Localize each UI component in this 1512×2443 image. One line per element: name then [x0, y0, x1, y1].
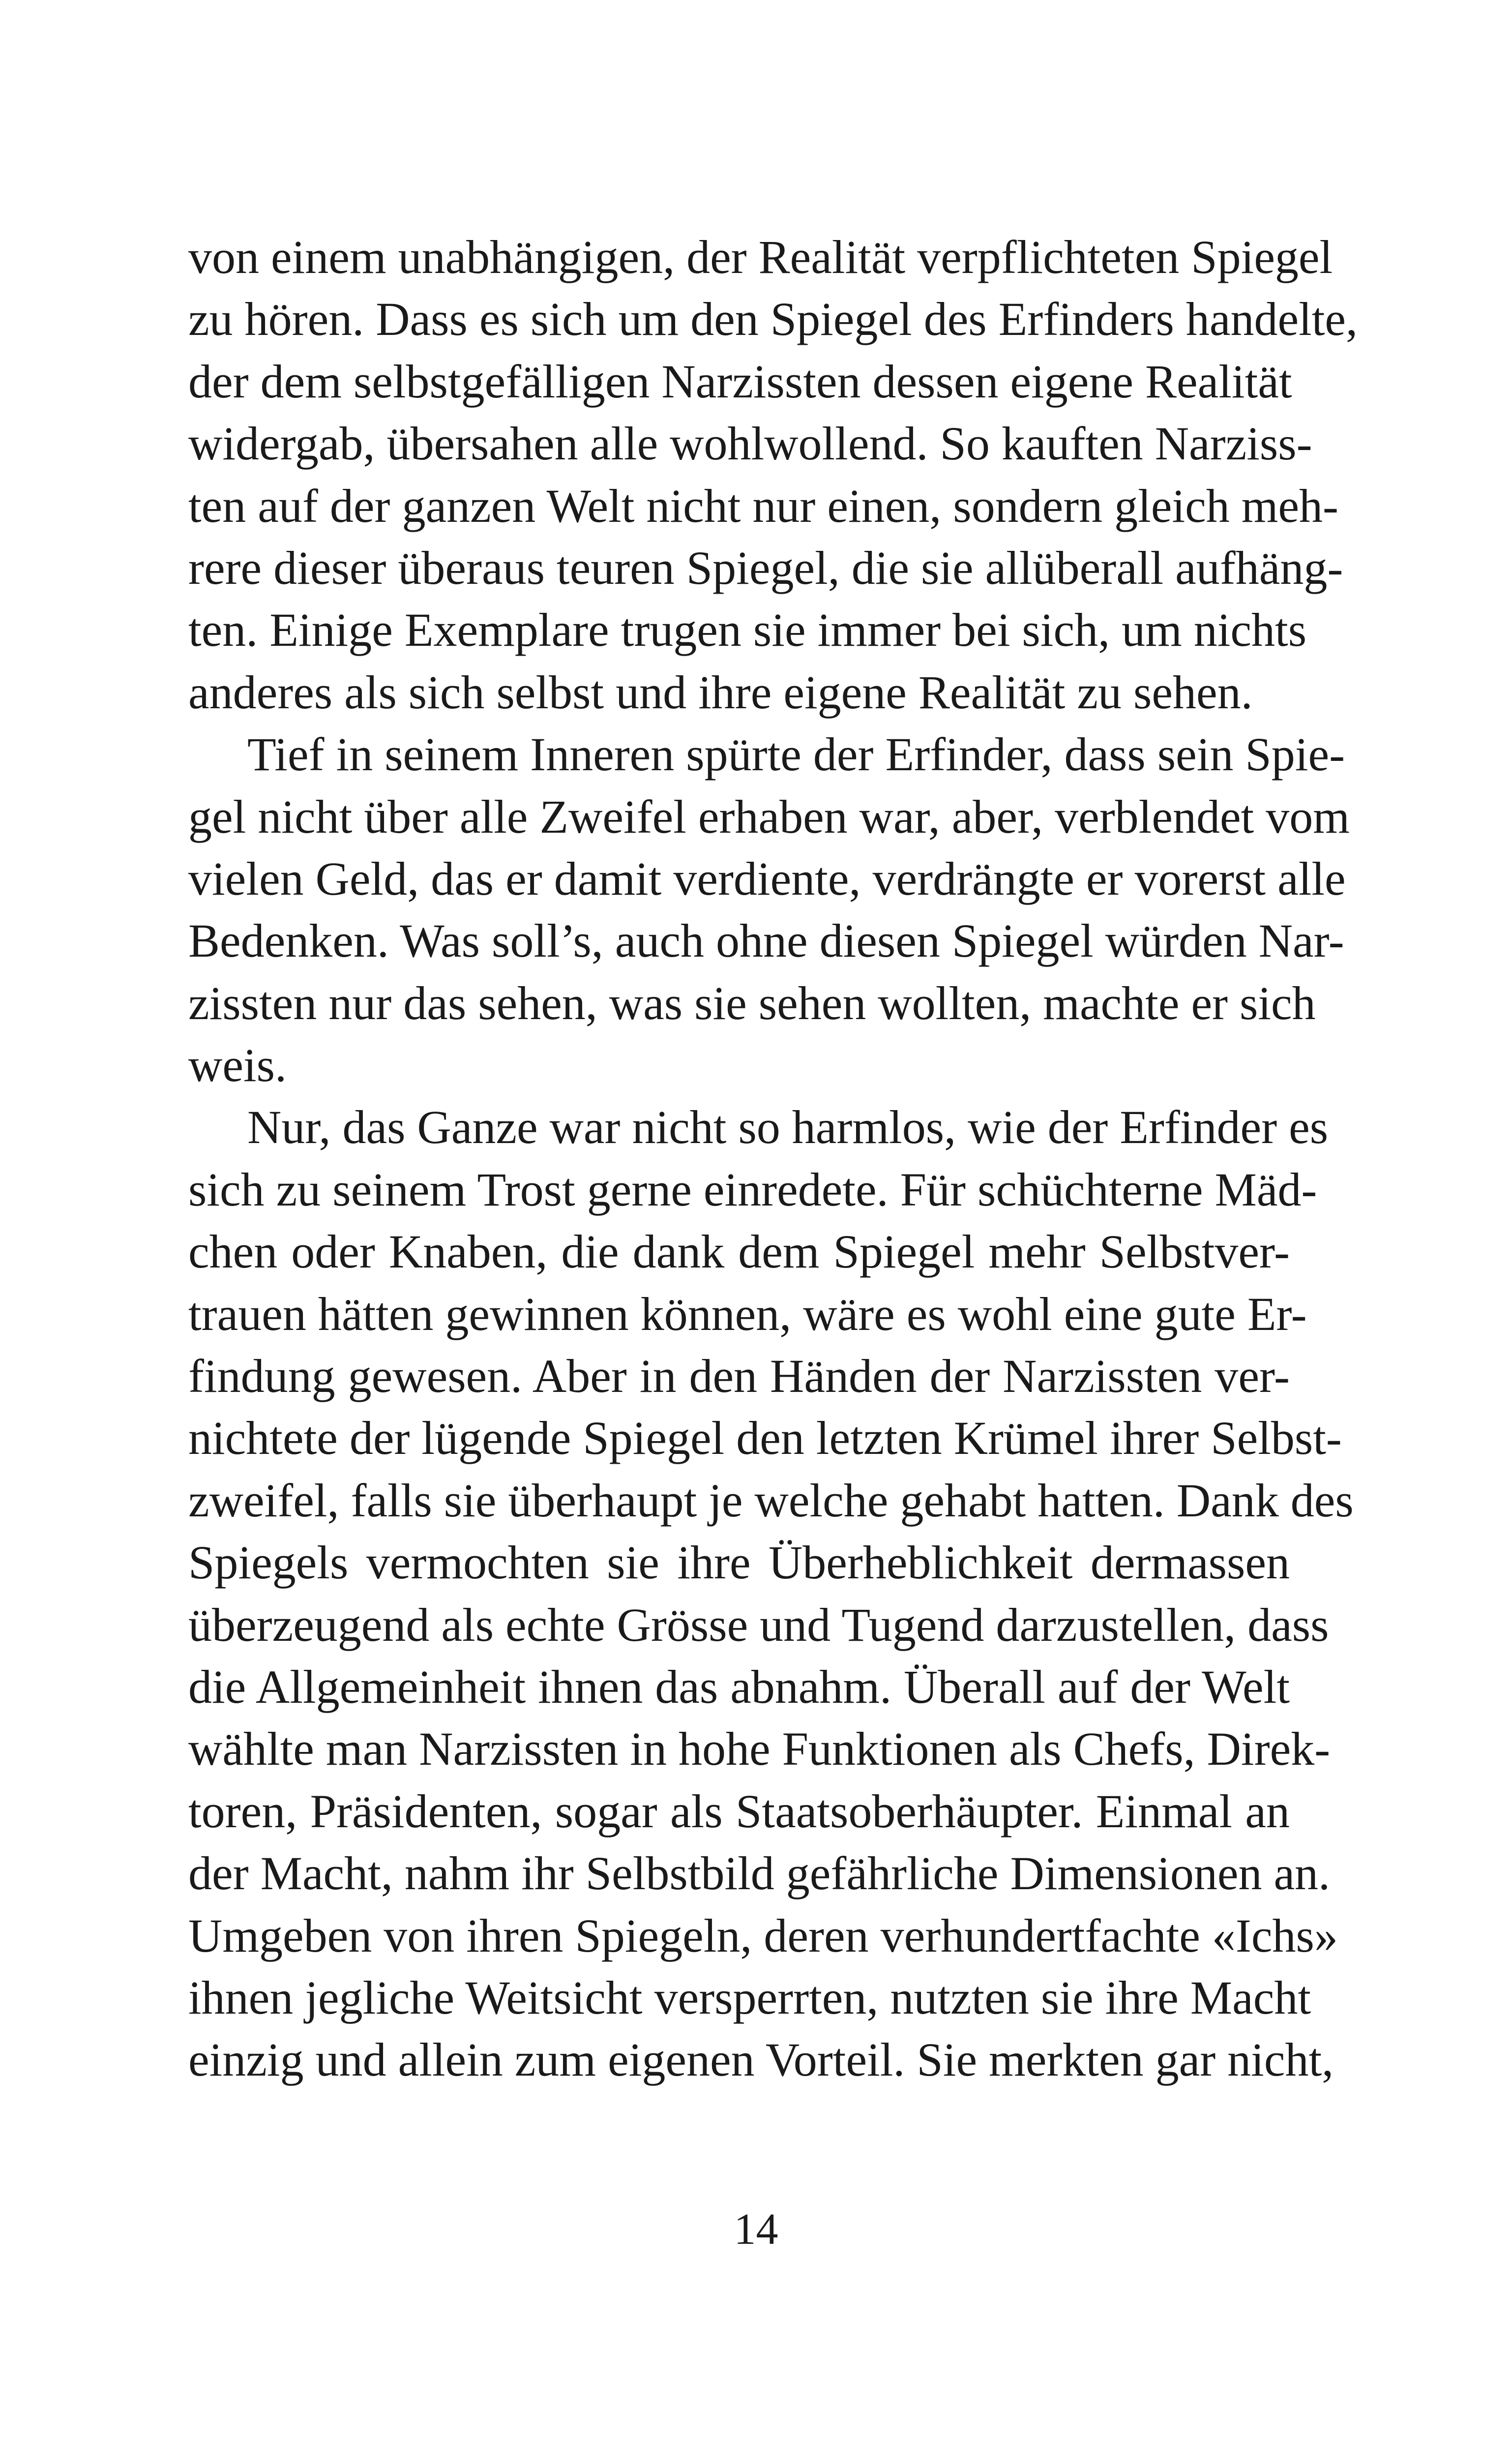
text-line: zissten nur das sehen, was sie sehen wollten, machte er sich	[188, 976, 1316, 1029]
text-line: zu hören. Dass es sich um den Spiegel des Erfinders handelte,	[188, 293, 1358, 346]
text-line: die Allgemeinheit ihnen das abnahm. Überall auf der Welt	[188, 1660, 1290, 1713]
page-number: 14	[734, 2205, 778, 2254]
text-line: ten auf der ganzen Welt nicht nur einen, sondern gleich meh-	[188, 479, 1338, 532]
text-line: Tief in seinem Inneren spürte der Erfinder, dass sein Spie-	[247, 728, 1345, 781]
text-line: nichtete der lügende Spiegel den letzten Krümel ihrer Selbst-	[188, 1412, 1342, 1465]
text-line: der dem selbstgefälligen Narzissten dessen eigene Realität	[188, 355, 1292, 408]
text-line: wählte man Narzissten in hohe Funktionen als Chefs, Direk-	[188, 1722, 1331, 1776]
text-line: anderes als sich selbst und ihre eigene Realität zu sehen.	[188, 665, 1253, 719]
text-line: Nur, das Ganze war nicht so harmlos, wie der Erfinder es	[247, 1101, 1329, 1154]
text-line: von einem unabhängigen, der Realität verpflichteten Spiegel	[188, 231, 1333, 283]
text-line: Umgeben von ihren Spiegeln, deren verhundertfachte «Ichs»	[188, 1909, 1338, 1962]
text-line: weis.	[188, 1039, 287, 1092]
text-line: der Macht, nahm ihr Selbstbild gefährliche Dimensionen an.	[188, 1847, 1331, 1900]
text-line: zweifel, falls sie überhaupt je welche gehabt hatten. Dank des	[188, 1474, 1354, 1527]
text-line: trauen hätten gewinnen können, wäre es wohl eine gute Er-	[188, 1287, 1307, 1340]
text-line: toren, Präsidenten, sogar als Staatsoberhäupter. Einmal an	[188, 1784, 1290, 1838]
text-line: chen oder Knaben, die dank dem Spiegel mehr Selbstver-	[188, 1225, 1290, 1278]
text-line: überzeugend als echte Grösse und Tugend darzustellen, dass	[188, 1598, 1329, 1651]
text-line: einzig und allein zum eigenen Vorteil. Sie merkten gar nicht,	[188, 2033, 1334, 2086]
text-line: ten. Einige Exemplare trugen sie immer bei sich, um nichts	[188, 603, 1307, 657]
text-line: widergab, übersahen alle wohlwollend. So kauften Narziss-	[188, 417, 1312, 470]
text-line: Bedenken. Was soll’s, auch ohne diesen Spiegel würden Nar-	[188, 914, 1344, 967]
text-line: findung gewesen. Aber in den Händen der Narzissten ver-	[188, 1350, 1290, 1403]
text-line: ihnen jegliche Weitsicht versperrten, nutzten sie ihre Macht	[188, 1971, 1311, 2024]
text-line: gel nicht über alle Zweifel erhaben war, aber, verblendet vom	[188, 790, 1350, 843]
body-text	[188, 226, 1358, 2091]
text-line: vielen Geld, das er damit verdiente, verdrängte er vorerst alle	[188, 852, 1346, 905]
text-line: sich zu seinem Trost gerne einredete. Für schüchterne Mäd-	[188, 1163, 1317, 1216]
text-line: rere dieser überaus teuren Spiegel, die sie allüberall aufhäng-	[188, 541, 1343, 594]
text-line: Spiegels vermochten sie ihre Überheblichkeit dermassen	[188, 1536, 1290, 1589]
